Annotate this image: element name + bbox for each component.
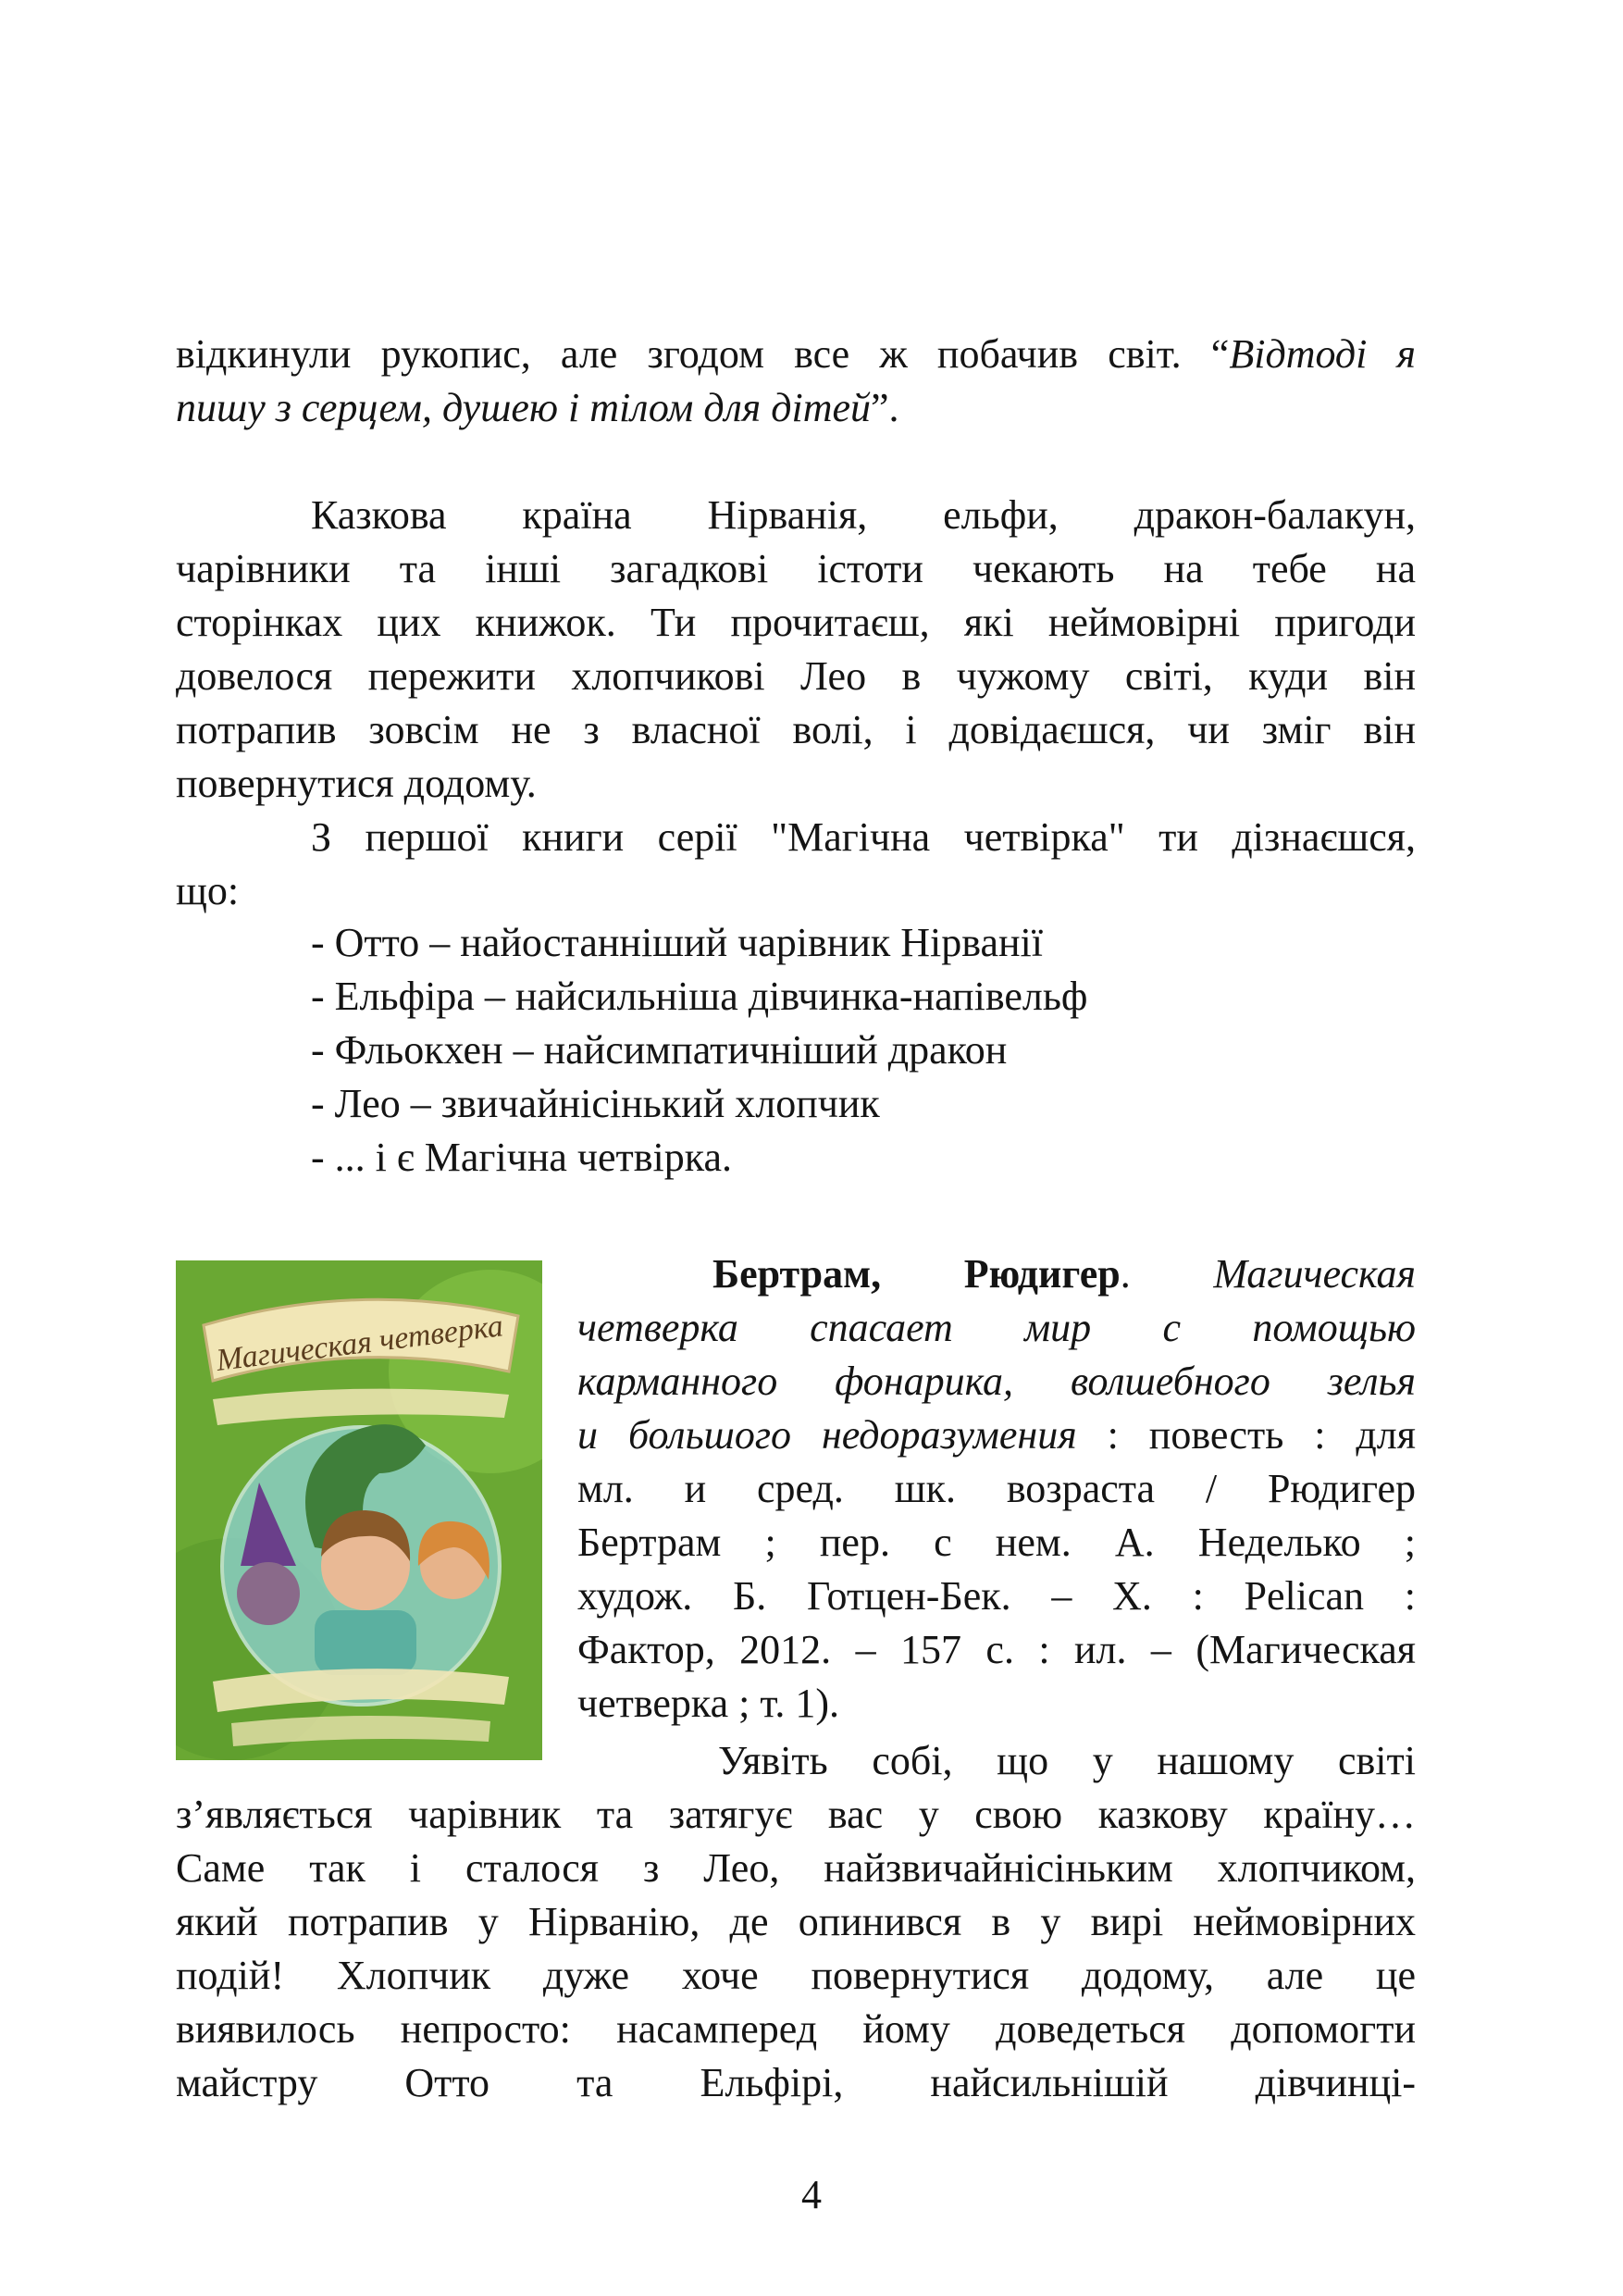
intro-line-1 bbox=[176, 328, 1416, 381]
series-intro-line-2: що: bbox=[176, 868, 240, 913]
book-cover-image bbox=[176, 1260, 542, 1760]
review-line: Саме так і сталося з Лео, найзвичайнісіньким хлопчиком, bbox=[176, 1845, 1416, 1891]
bib-line: Бертрам ; пер. с нем. А. Неделько ; bbox=[577, 1520, 1416, 1565]
list-item: - Лео – звичайнісінький хлопчик bbox=[311, 1081, 880, 1126]
cover-title: Магическая четверка bbox=[214, 1309, 505, 1378]
bib-line-1 bbox=[577, 1247, 1416, 1301]
character-list bbox=[311, 916, 1329, 1185]
list-item: - ... і є Магічна четвірка. bbox=[311, 1135, 733, 1180]
review-line: подій! Хлопчик дуже хоче повернутися додому, але це bbox=[176, 1953, 1416, 1998]
review-line: з’являється чарівник та затягує вас у свою казкову країну… bbox=[176, 1792, 1416, 1837]
intro-line-2-tail: ”. bbox=[871, 385, 899, 430]
review-line: виявилось непросто: насамперед йому доведеться допомогти bbox=[176, 2006, 1416, 2052]
description-line: сторінках цих книжок. Ти прочитаєш, які неймовірні пригоди bbox=[176, 600, 1416, 645]
description-line: потрапив зовсім не з власної волі, і довідаєшся, чи зміг він bbox=[176, 707, 1416, 752]
bib-genre: : повесть : для bbox=[1076, 1412, 1416, 1458]
intro-line-2 bbox=[176, 381, 1416, 435]
bibliographic-entry bbox=[577, 1247, 1416, 1731]
description-line: довелося пережити хлопчикові Лео в чужому світі, куди він bbox=[176, 653, 1416, 699]
bib-line-4 bbox=[577, 1409, 1416, 1462]
review-line: майстру Отто та Ельфірі, найсильнішій дівчинці- bbox=[176, 2060, 1416, 2105]
bib-author-dot: . bbox=[1120, 1251, 1131, 1297]
list-item: - Фльокхен – найсимпатичніший дракон bbox=[311, 1027, 1008, 1073]
bib-title-part: четверка спасает мир с помощью bbox=[577, 1305, 1416, 1350]
description-line: повернутися додому. bbox=[176, 761, 537, 806]
bib-title-part: и большого недоразумения bbox=[577, 1412, 1077, 1458]
bib-line: четверка ; т. 1). bbox=[577, 1681, 839, 1726]
intro-line-1-text: відкинули рукопис, але згодом все ж побачив світ. “ bbox=[176, 331, 1230, 377]
description-line: чарівники та інші загадкові істоти чекають на тебе на bbox=[176, 546, 1416, 591]
intro-paragraph bbox=[176, 328, 1416, 435]
review-line: який потрапив у Нірванію, де опинився в у вирі неймовірних bbox=[176, 1899, 1416, 1944]
bib-line: мл. и сред. шк. возраста / Рюдигер bbox=[577, 1466, 1416, 1511]
bib-title-part: карманного фонарика, волшебного зелья bbox=[577, 1359, 1416, 1404]
bib-author: Бертрам, Рюдигер bbox=[712, 1251, 1121, 1297]
list-item: - Ельфіра – найсильніша дівчинка-напівельф bbox=[311, 974, 1088, 1019]
intro-line-2-quote: пишу з серцем, душею і тілом для дітей bbox=[176, 385, 872, 430]
book-cover-illustration bbox=[176, 1260, 542, 1760]
page-number: 4 bbox=[801, 2172, 822, 2217]
description-line: Казкова країна Нірванія, ельфи, дракон-балакун, bbox=[311, 492, 1416, 538]
series-intro-line-1: З першої книги серії "Магічна четвірка" ти дізнаєшся, bbox=[311, 814, 1416, 860]
series-intro-paragraph bbox=[176, 811, 1416, 918]
bib-line: худож. Б. Готцен-Бек. – Х. : Pelican : bbox=[577, 1573, 1416, 1619]
review-line: Уявіть собі, що у нашому світі bbox=[718, 1738, 1416, 1783]
list-item: - Отто – найостанніший чарівник Нірванії bbox=[311, 920, 1043, 965]
review-paragraph bbox=[176, 1734, 1416, 2110]
description-paragraph bbox=[176, 489, 1416, 811]
bib-line: Фактор, 2012. – 157 с. : ил. – (Магическая bbox=[577, 1627, 1416, 1672]
bib-title-part: Магическая bbox=[1213, 1251, 1416, 1297]
intro-line-1-quote: Відтоді я bbox=[1229, 331, 1416, 377]
